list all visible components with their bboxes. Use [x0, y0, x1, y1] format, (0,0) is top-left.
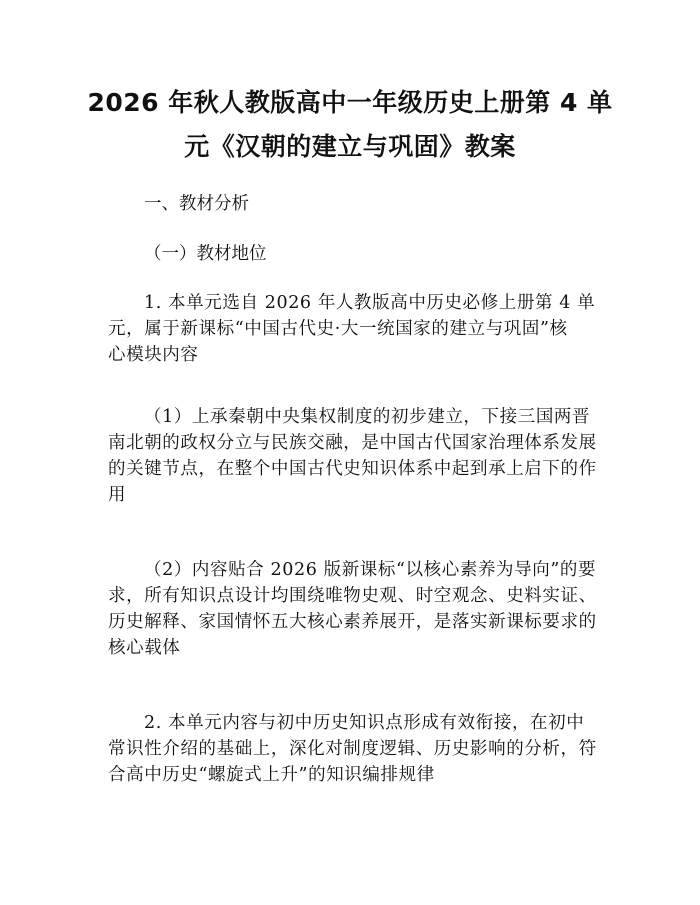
paragraph-line: 常识性介绍的基础上，深化对制度逻辑、历史影响的分析，符: [108, 739, 597, 759]
paragraph-line: 历史解释、家国情怀五大核心素养展开，是落实新课标要求的: [108, 612, 597, 632]
paragraph-line: 核心载体: [108, 638, 181, 658]
paragraph-line: （1）上承秦朝中央集权制度的初步建立，下接三国两晋: [144, 407, 591, 427]
document-title-line-1: 2026 年秋人教版高中一年级历史上册第 4 单: [87, 88, 613, 117]
paragraph-line: 元，属于新课标“中国古代史·大一统国家的建立与巩固”核: [108, 319, 568, 339]
paragraph-4: [108, 710, 600, 788]
document-title-line-2: 元《汉朝的建立与巩固》教案: [184, 132, 516, 161]
paragraph-line: 南北朝的政权分立与民族交融，是中国古代国家治理体系发展: [108, 433, 597, 453]
subsection-heading-textbook-position: （一）教材地位: [144, 244, 267, 264]
paragraph-line: 2. 本单元内容与初中历史知识点形成有效衔接，在初中: [144, 713, 585, 733]
paragraph-line: 1. 本单元选自 2026 年人教版高中历史必修上册第 4 单: [144, 293, 596, 313]
paragraph-line: 用: [108, 485, 127, 505]
paragraph-1: [108, 290, 600, 368]
paragraph-line: 求，所有知识点设计均围绕唯物史观、时空观念、史料实证、: [108, 586, 597, 606]
paragraph-line: 的关键节点，在整个中国古代史知识体系中起到承上启下的作: [108, 459, 597, 479]
paragraph-3: [108, 557, 600, 661]
paragraph-2: [108, 404, 600, 508]
paragraph-line: 合高中历史“螺旋式上升”的知识编排规律: [108, 765, 435, 785]
section-heading-textbook-analysis: 一、教材分析: [144, 194, 249, 214]
paragraph-line: （2）内容贴合 2026 版新课标“以核心素养为导向”的要: [144, 560, 597, 580]
paragraph-line: 心模块内容: [108, 345, 199, 365]
